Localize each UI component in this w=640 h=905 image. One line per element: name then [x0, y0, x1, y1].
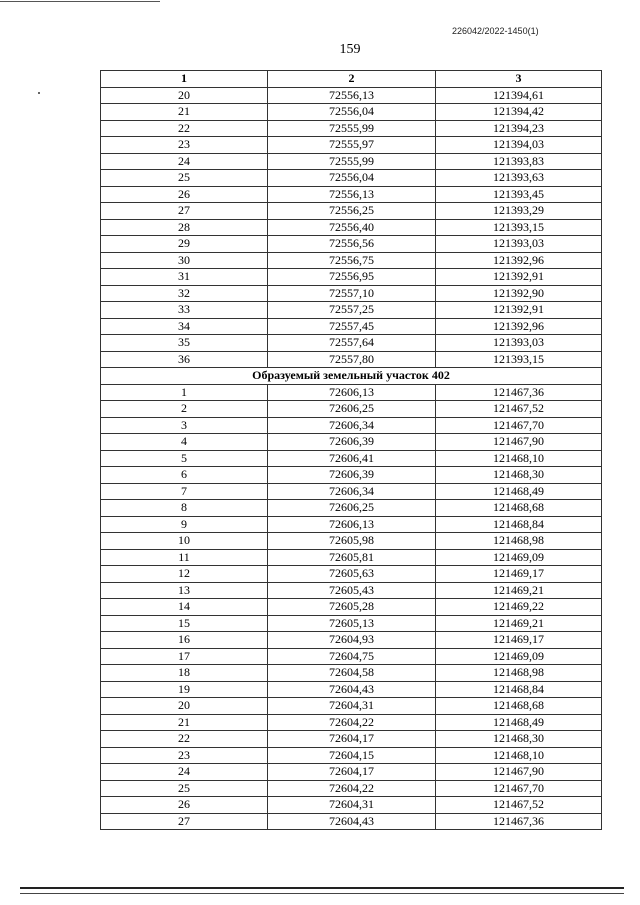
y-coordinate-cell: 121467,70: [436, 417, 602, 434]
table-row: [101, 269, 602, 286]
top-rule: [0, 1, 160, 2]
x-coordinate-cell: 72605,98: [268, 533, 436, 550]
x-coordinate-cell: 72604,15: [268, 747, 436, 764]
x-coordinate-cell: 72555,99: [268, 120, 436, 137]
x-coordinate-cell: 72604,22: [268, 780, 436, 797]
y-coordinate-cell: 121394,23: [436, 120, 602, 137]
y-coordinate-cell: 121468,68: [436, 500, 602, 517]
point-number-cell: 7: [101, 483, 268, 500]
y-coordinate-cell: 121393,29: [436, 203, 602, 220]
x-coordinate-cell: 72557,10: [268, 285, 436, 302]
table-row: [101, 714, 602, 731]
x-coordinate-cell: 72605,81: [268, 549, 436, 566]
y-coordinate-cell: 121392,90: [436, 285, 602, 302]
point-number-cell: 22: [101, 731, 268, 748]
x-coordinate-cell: 72604,17: [268, 731, 436, 748]
y-coordinate-cell: 121393,63: [436, 170, 602, 187]
point-number-cell: 23: [101, 137, 268, 154]
table-row: [101, 615, 602, 632]
point-number-cell: 33: [101, 302, 268, 319]
x-coordinate-cell: 72606,39: [268, 434, 436, 451]
point-number-cell: 23: [101, 747, 268, 764]
table-row: [101, 599, 602, 616]
point-number-cell: 21: [101, 104, 268, 121]
y-coordinate-cell: 121467,36: [436, 813, 602, 830]
x-coordinate-cell: 72606,34: [268, 483, 436, 500]
x-coordinate-cell: 72606,41: [268, 450, 436, 467]
point-number-cell: 24: [101, 764, 268, 781]
column-header-x: 2: [268, 71, 436, 88]
table-row: [101, 467, 602, 484]
y-coordinate-cell: 121468,68: [436, 698, 602, 715]
coordinates-table: [100, 70, 602, 830]
table-row: [101, 698, 602, 715]
x-coordinate-cell: 72556,04: [268, 104, 436, 121]
scan-speck: [38, 92, 40, 94]
point-number-cell: 34: [101, 318, 268, 335]
point-number-cell: 5: [101, 450, 268, 467]
bottom-rule: [20, 887, 624, 889]
column-header-y: 3: [436, 71, 602, 88]
point-number-cell: 28: [101, 219, 268, 236]
point-number-cell: 24: [101, 153, 268, 170]
y-coordinate-cell: 121469,17: [436, 566, 602, 583]
table-row: [101, 533, 602, 550]
y-coordinate-cell: 121468,98: [436, 533, 602, 550]
table-row: [101, 731, 602, 748]
y-coordinate-cell: 121469,21: [436, 582, 602, 599]
x-coordinate-cell: 72555,97: [268, 137, 436, 154]
y-coordinate-cell: 121468,98: [436, 665, 602, 682]
point-number-cell: 27: [101, 813, 268, 830]
point-number-cell: 14: [101, 599, 268, 616]
point-number-cell: 26: [101, 186, 268, 203]
x-coordinate-cell: 72556,13: [268, 87, 436, 104]
x-coordinate-cell: 72606,25: [268, 500, 436, 517]
y-coordinate-cell: 121468,10: [436, 747, 602, 764]
point-number-cell: 36: [101, 351, 268, 368]
y-coordinate-cell: 121392,96: [436, 318, 602, 335]
table-row: [101, 302, 602, 319]
point-number-cell: 3: [101, 417, 268, 434]
y-coordinate-cell: 121467,52: [436, 401, 602, 418]
table-row: [101, 681, 602, 698]
table-row: [101, 747, 602, 764]
y-coordinate-cell: 121394,42: [436, 104, 602, 121]
y-coordinate-cell: 121468,84: [436, 681, 602, 698]
table-row: [101, 203, 602, 220]
x-coordinate-cell: 72556,13: [268, 186, 436, 203]
table-row: [101, 500, 602, 517]
point-number-cell: 18: [101, 665, 268, 682]
y-coordinate-cell: 121393,15: [436, 219, 602, 236]
table-row: [101, 549, 602, 566]
point-number-cell: 30: [101, 252, 268, 269]
point-number-cell: 31: [101, 269, 268, 286]
table-row: [101, 582, 602, 599]
x-coordinate-cell: 72604,31: [268, 797, 436, 814]
y-coordinate-cell: 121467,70: [436, 780, 602, 797]
y-coordinate-cell: 121393,83: [436, 153, 602, 170]
point-number-cell: 19: [101, 681, 268, 698]
table-row: [101, 780, 602, 797]
point-number-cell: 27: [101, 203, 268, 220]
x-coordinate-cell: 72606,39: [268, 467, 436, 484]
point-number-cell: 13: [101, 582, 268, 599]
y-coordinate-cell: 121393,45: [436, 186, 602, 203]
table-row: [101, 186, 602, 203]
point-number-cell: 2: [101, 401, 268, 418]
point-number-cell: 16: [101, 632, 268, 649]
x-coordinate-cell: 72606,13: [268, 516, 436, 533]
y-coordinate-cell: 121467,36: [436, 384, 602, 401]
table-row: [101, 236, 602, 253]
table-row: [101, 384, 602, 401]
y-coordinate-cell: 121392,91: [436, 269, 602, 286]
y-coordinate-cell: 121469,09: [436, 648, 602, 665]
x-coordinate-cell: 72557,45: [268, 318, 436, 335]
table-header-row: [101, 71, 602, 88]
x-coordinate-cell: 72605,43: [268, 582, 436, 599]
table-row: [101, 104, 602, 121]
point-number-cell: 17: [101, 648, 268, 665]
y-coordinate-cell: 121468,49: [436, 483, 602, 500]
point-number-cell: 9: [101, 516, 268, 533]
x-coordinate-cell: 72556,25: [268, 203, 436, 220]
table-row: [101, 335, 602, 352]
y-coordinate-cell: 121392,91: [436, 302, 602, 319]
table-row: [101, 648, 602, 665]
y-coordinate-cell: 121468,49: [436, 714, 602, 731]
y-coordinate-cell: 121468,30: [436, 731, 602, 748]
x-coordinate-cell: 72606,34: [268, 417, 436, 434]
x-coordinate-cell: 72555,99: [268, 153, 436, 170]
x-coordinate-cell: 72604,43: [268, 813, 436, 830]
point-number-cell: 6: [101, 467, 268, 484]
point-number-cell: 4: [101, 434, 268, 451]
x-coordinate-cell: 72605,28: [268, 599, 436, 616]
y-coordinate-cell: 121467,52: [436, 797, 602, 814]
x-coordinate-cell: 72557,80: [268, 351, 436, 368]
point-number-cell: 32: [101, 285, 268, 302]
table-row: [101, 566, 602, 583]
page-number: 159: [339, 42, 361, 57]
y-coordinate-cell: 121394,03: [436, 137, 602, 154]
column-header-point: 1: [101, 71, 268, 88]
y-coordinate-cell: 121393,03: [436, 335, 602, 352]
table-row: [101, 285, 602, 302]
table-row: [101, 516, 602, 533]
y-coordinate-cell: 121468,30: [436, 467, 602, 484]
table-row: [101, 153, 602, 170]
point-number-cell: 26: [101, 797, 268, 814]
x-coordinate-cell: 72556,40: [268, 219, 436, 236]
table-row: [101, 351, 602, 368]
point-number-cell: 25: [101, 780, 268, 797]
x-coordinate-cell: 72604,93: [268, 632, 436, 649]
table-row: [101, 318, 602, 335]
y-coordinate-cell: 121393,03: [436, 236, 602, 253]
x-coordinate-cell: 72605,13: [268, 615, 436, 632]
table-row: [101, 813, 602, 830]
point-number-cell: 20: [101, 698, 268, 715]
point-number-cell: 29: [101, 236, 268, 253]
x-coordinate-cell: 72604,58: [268, 665, 436, 682]
point-number-cell: 15: [101, 615, 268, 632]
point-number-cell: 20: [101, 87, 268, 104]
table-row: [101, 252, 602, 269]
table-row: [101, 632, 602, 649]
x-coordinate-cell: 72604,75: [268, 648, 436, 665]
x-coordinate-cell: 72604,22: [268, 714, 436, 731]
table-row: [101, 434, 602, 451]
point-number-cell: 22: [101, 120, 268, 137]
y-coordinate-cell: 121469,09: [436, 549, 602, 566]
point-number-cell: 8: [101, 500, 268, 517]
section-title: Образуемый земельный участок 402: [101, 368, 602, 385]
x-coordinate-cell: 72604,43: [268, 681, 436, 698]
x-coordinate-cell: 72556,75: [268, 252, 436, 269]
table-row: [101, 401, 602, 418]
y-coordinate-cell: 121467,90: [436, 434, 602, 451]
table-row: [101, 450, 602, 467]
y-coordinate-cell: 121469,22: [436, 599, 602, 616]
point-number-cell: 11: [101, 549, 268, 566]
y-coordinate-cell: 121468,10: [436, 450, 602, 467]
point-number-cell: 10: [101, 533, 268, 550]
table-row: [101, 137, 602, 154]
table-row: [101, 797, 602, 814]
section-row: [101, 368, 602, 385]
y-coordinate-cell: 121394,61: [436, 87, 602, 104]
table-row: [101, 87, 602, 104]
table-row: [101, 764, 602, 781]
x-coordinate-cell: 72606,13: [268, 384, 436, 401]
table-row: [101, 219, 602, 236]
y-coordinate-cell: 121392,96: [436, 252, 602, 269]
point-number-cell: 1: [101, 384, 268, 401]
x-coordinate-cell: 72606,25: [268, 401, 436, 418]
table-row: [101, 417, 602, 434]
point-number-cell: 21: [101, 714, 268, 731]
y-coordinate-cell: 121469,17: [436, 632, 602, 649]
y-coordinate-cell: 121393,15: [436, 351, 602, 368]
bottom-rule-thin: [20, 893, 624, 894]
table-row: [101, 665, 602, 682]
table-row: [101, 170, 602, 187]
y-coordinate-cell: 121468,84: [436, 516, 602, 533]
point-number-cell: 25: [101, 170, 268, 187]
table-row: [101, 120, 602, 137]
point-number-cell: 35: [101, 335, 268, 352]
x-coordinate-cell: 72556,95: [268, 269, 436, 286]
x-coordinate-cell: 72604,17: [268, 764, 436, 781]
y-coordinate-cell: 121467,90: [436, 764, 602, 781]
x-coordinate-cell: 72556,04: [268, 170, 436, 187]
table-row: [101, 483, 602, 500]
x-coordinate-cell: 72605,63: [268, 566, 436, 583]
x-coordinate-cell: 72557,25: [268, 302, 436, 319]
x-coordinate-cell: 72557,64: [268, 335, 436, 352]
point-number-cell: 12: [101, 566, 268, 583]
x-coordinate-cell: 72604,31: [268, 698, 436, 715]
x-coordinate-cell: 72556,56: [268, 236, 436, 253]
y-coordinate-cell: 121469,21: [436, 615, 602, 632]
document-number: 226042/2022-1450(1): [452, 26, 539, 36]
